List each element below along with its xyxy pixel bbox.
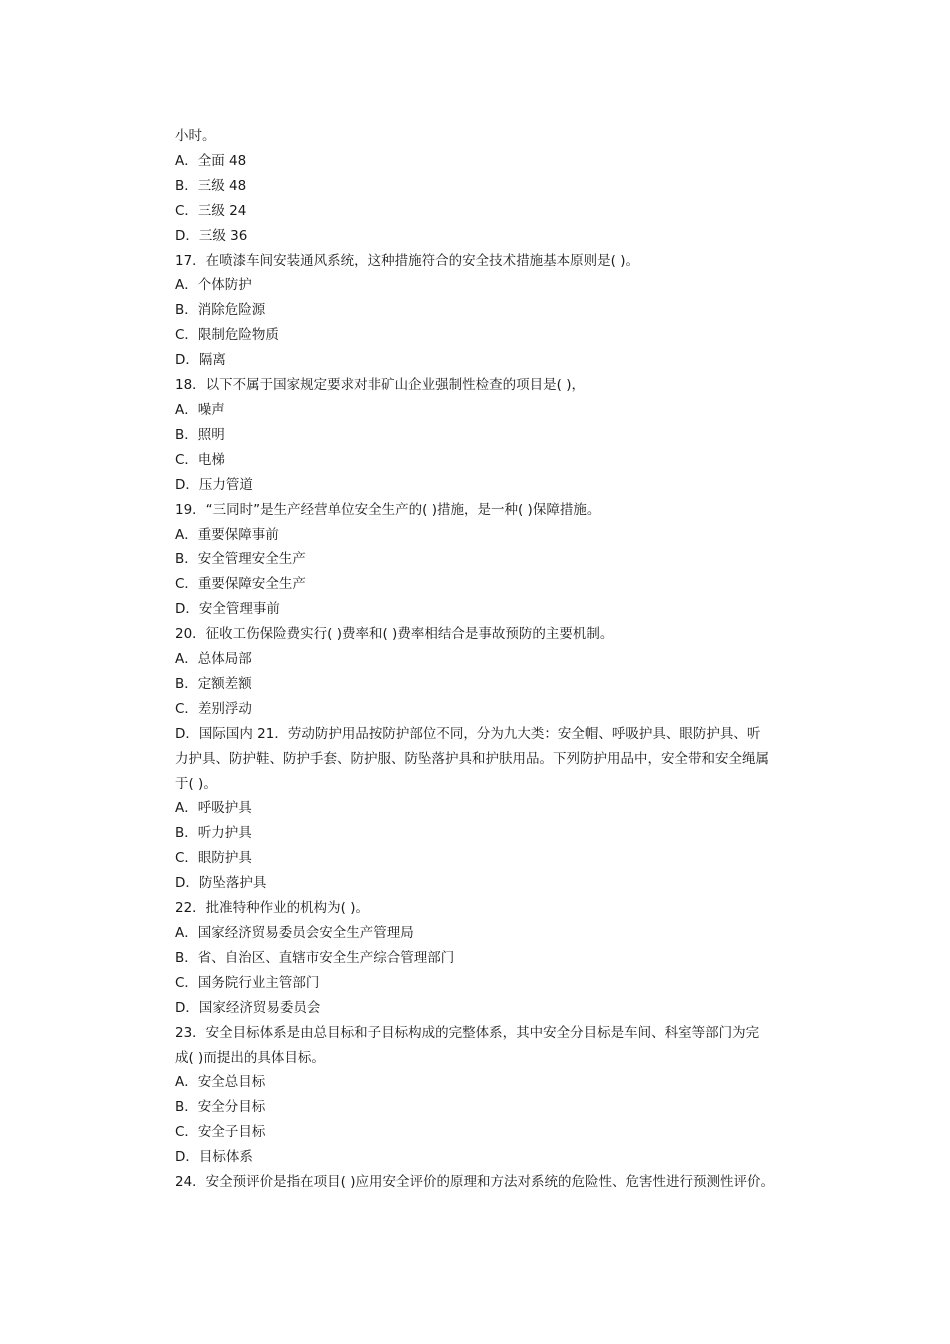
option-a: A．全面 48 <box>175 152 247 169</box>
option-a: A．呼吸护具 <box>175 800 252 817</box>
option-b: B．安全分目标 <box>175 1099 266 1116</box>
option-b: B．照明 <box>175 426 225 443</box>
question-18: 18．以下不属于国家规定要求对非矿山企业强制性检查的项目是( )， <box>175 377 586 394</box>
question-20: 20．征收工伤保险费实行( )费率和( )费率相结合是事故预防的主要机制。 <box>175 626 614 643</box>
question-21-continued: 力护具、防护鞋、防护手套、防护服、防坠落护具和护肤用品。下列防护用品中，安全带和安全绳属 <box>175 750 769 767</box>
option-c: C．电梯 <box>175 451 225 468</box>
option-a: A．国家经济贸易委员会安全生产管理局 <box>175 925 414 941</box>
option-b: B．消除危险源 <box>175 302 266 319</box>
option-c: C．三级 24 <box>175 202 247 219</box>
question-23-continued: 成( )而提出的具体目标。 <box>175 1049 325 1066</box>
option-d: D．安全管理事前 <box>175 601 280 618</box>
option-b: B．安全管理安全生产 <box>175 551 306 568</box>
option-a: A．个体防护 <box>175 277 252 294</box>
option-a: A．安全总目标 <box>175 1074 266 1091</box>
option-c: C．眼防护具 <box>175 850 252 867</box>
option-d: D．国家经济贸易委员会 <box>175 999 321 1016</box>
option-d: D．防坠落护具 <box>175 875 267 892</box>
option-c: C．安全子目标 <box>175 1124 266 1141</box>
option-a: A．重要保障事前 <box>175 526 279 543</box>
option-c: C．差别浮动 <box>175 700 252 717</box>
option-d: D．隔离 <box>175 352 226 369</box>
option-c: C．国务院行业主管部门 <box>175 974 320 991</box>
option-b: B．听力护具 <box>175 825 252 842</box>
document-body <box>175 124 815 1195</box>
option-d: D．三级 36 <box>175 227 248 244</box>
option-b: B．三级 48 <box>175 177 247 194</box>
question-22: 22．批准特种作业的机构为( )。 <box>175 900 370 917</box>
option-d: D．目标体系 <box>175 1149 253 1166</box>
option-d-and-question-21: D．国际国内 21．劳动防护用品按防护部位不同，分为九大类：安全帽、呼吸护具、眼防护具、听 <box>175 725 761 742</box>
option-b: B．定额差额 <box>175 675 252 692</box>
question-23: 23．安全目标体系是由总目标和子目标构成的完整体系，其中安全分目标是车间、科室等部门为完 <box>175 1024 760 1041</box>
question-19: 19．“三同时”是生产经营单位安全生产的( )措施，是一种( )保障措施。 <box>175 501 601 518</box>
option-b: B．省、自治区、直辖市安全生产综合管理部门 <box>175 949 455 966</box>
text-line: 小时。 <box>175 128 216 144</box>
option-d: D．压力管道 <box>175 476 253 493</box>
question-24: 24．安全预评价是指在项目( )应用安全评价的原理和方法对系统的危险性、危害性进行预测性评价。 <box>175 1174 775 1191</box>
option-a: A．总体局部 <box>175 651 252 668</box>
option-a: A．噪声 <box>175 401 225 418</box>
option-c: C．重要保障安全生产 <box>175 576 306 593</box>
option-c: C．限制危险物质 <box>175 327 279 344</box>
question-21-continued: 于( )。 <box>175 775 217 792</box>
question-17: 17．在喷漆车间安装通风系统，这种措施符合的安全技术措施基本原则是( )。 <box>175 252 640 269</box>
